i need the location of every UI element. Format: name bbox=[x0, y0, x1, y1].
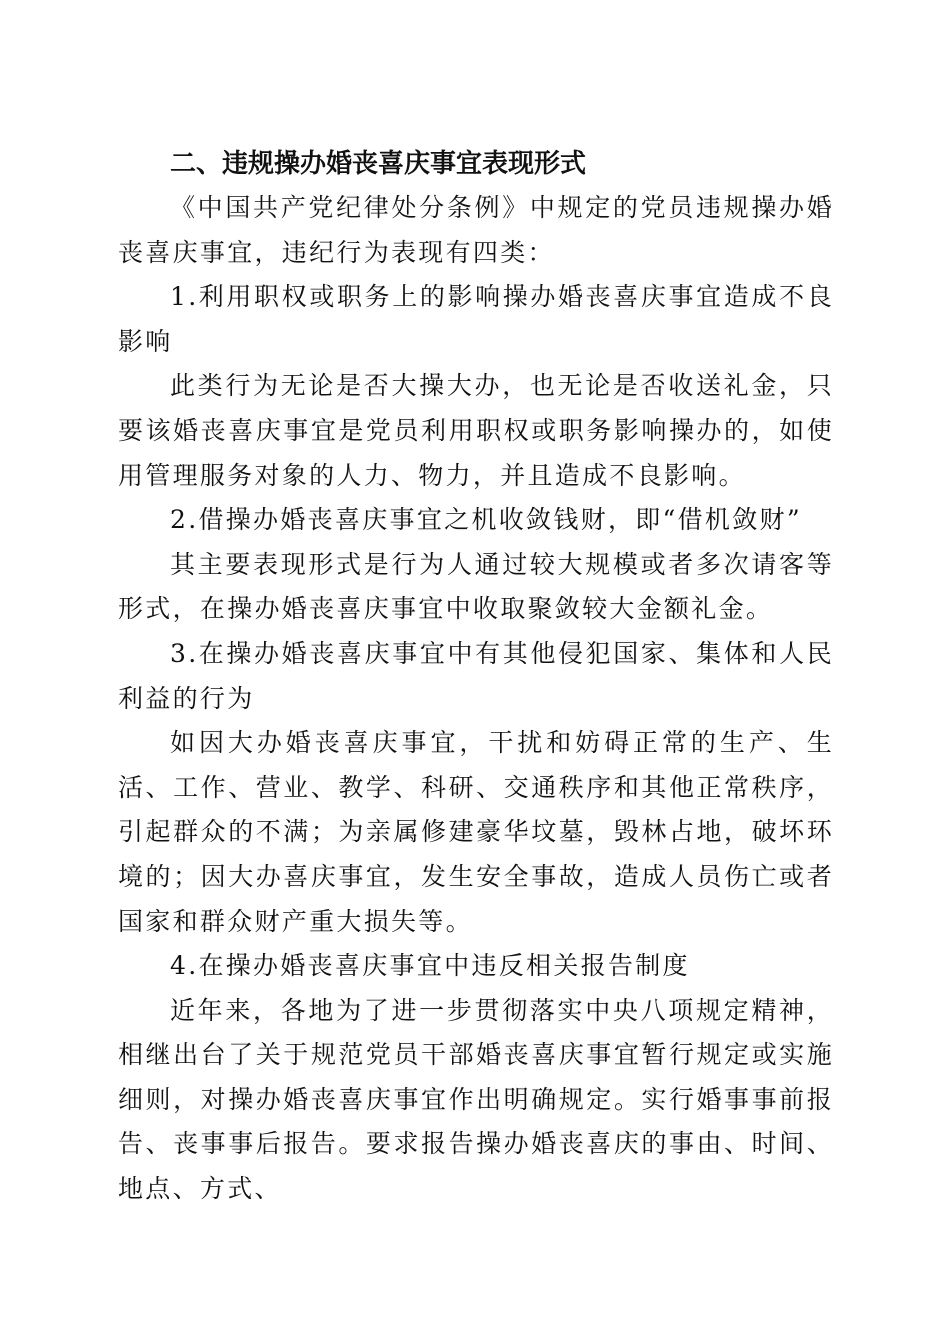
document-page bbox=[118, 142, 834, 1212]
paragraph-intro: 《中国共产党纪律处分条例》中规定的党员违规操办婚丧喜庆事宜，违纪行为表现有四类： bbox=[118, 193, 834, 267]
paragraph-item-2-title: 2.借操办婚丧喜庆事宜之机收敛钱财，即“借机敛财” bbox=[170, 505, 802, 535]
paragraph-item-1-body: 此类行为无论是否大操大办，也无论是否收送礼金，只要该婚丧喜庆事宜是党员利用职权或职务影响操办的，如使用管理服务对象的人力、物力，并且造成不良影响。 bbox=[118, 371, 834, 490]
paragraph-item-1-title: 1.利用职权或职务上的影响操办婚丧喜庆事宜造成不良影响 bbox=[118, 282, 834, 356]
paragraph-item-3-body: 如因大办婚丧喜庆事宜，干扰和妨碍正常的生产、生活、工作、营业、教学、科研、交通秩序和其他正常秩序，引起群众的不满；为亲属修建豪华坟墓，毁林占地，破坏环境的；因大办喜庆事宜，发生安全事故，造成人员伤亡或者国家和群众财产重大损失等。 bbox=[118, 728, 834, 936]
section-heading: 二、违规操办婚丧喜庆事宜表现形式 bbox=[170, 149, 587, 179]
paragraph-item-4-body: 近年来，各地为了进一步贯彻落实中央八项规定精神，相继出台了关于规范党员干部婚丧喜庆事宜暂行规定或实施细则，对操办婚丧喜庆事宜作出明确规定。实行婚事事前报告、丧事事后报告。要求报告操办婚丧喜庆的事由、时间、地点、方式、 bbox=[118, 995, 834, 1204]
paragraph-item-3-title: 3.在操办婚丧喜庆事宜中有其他侵犯国家、集体和人民利益的行为 bbox=[118, 638, 834, 713]
paragraph-item-4-title: 4.在操办婚丧喜庆事宜中违反相关报告制度 bbox=[170, 951, 690, 981]
paragraph-item-2-body: 其主要表现形式是行为人通过较大规模或者多次请客等形式，在操办婚丧喜庆事宜中收取聚敛较大金额礼金。 bbox=[118, 549, 834, 624]
